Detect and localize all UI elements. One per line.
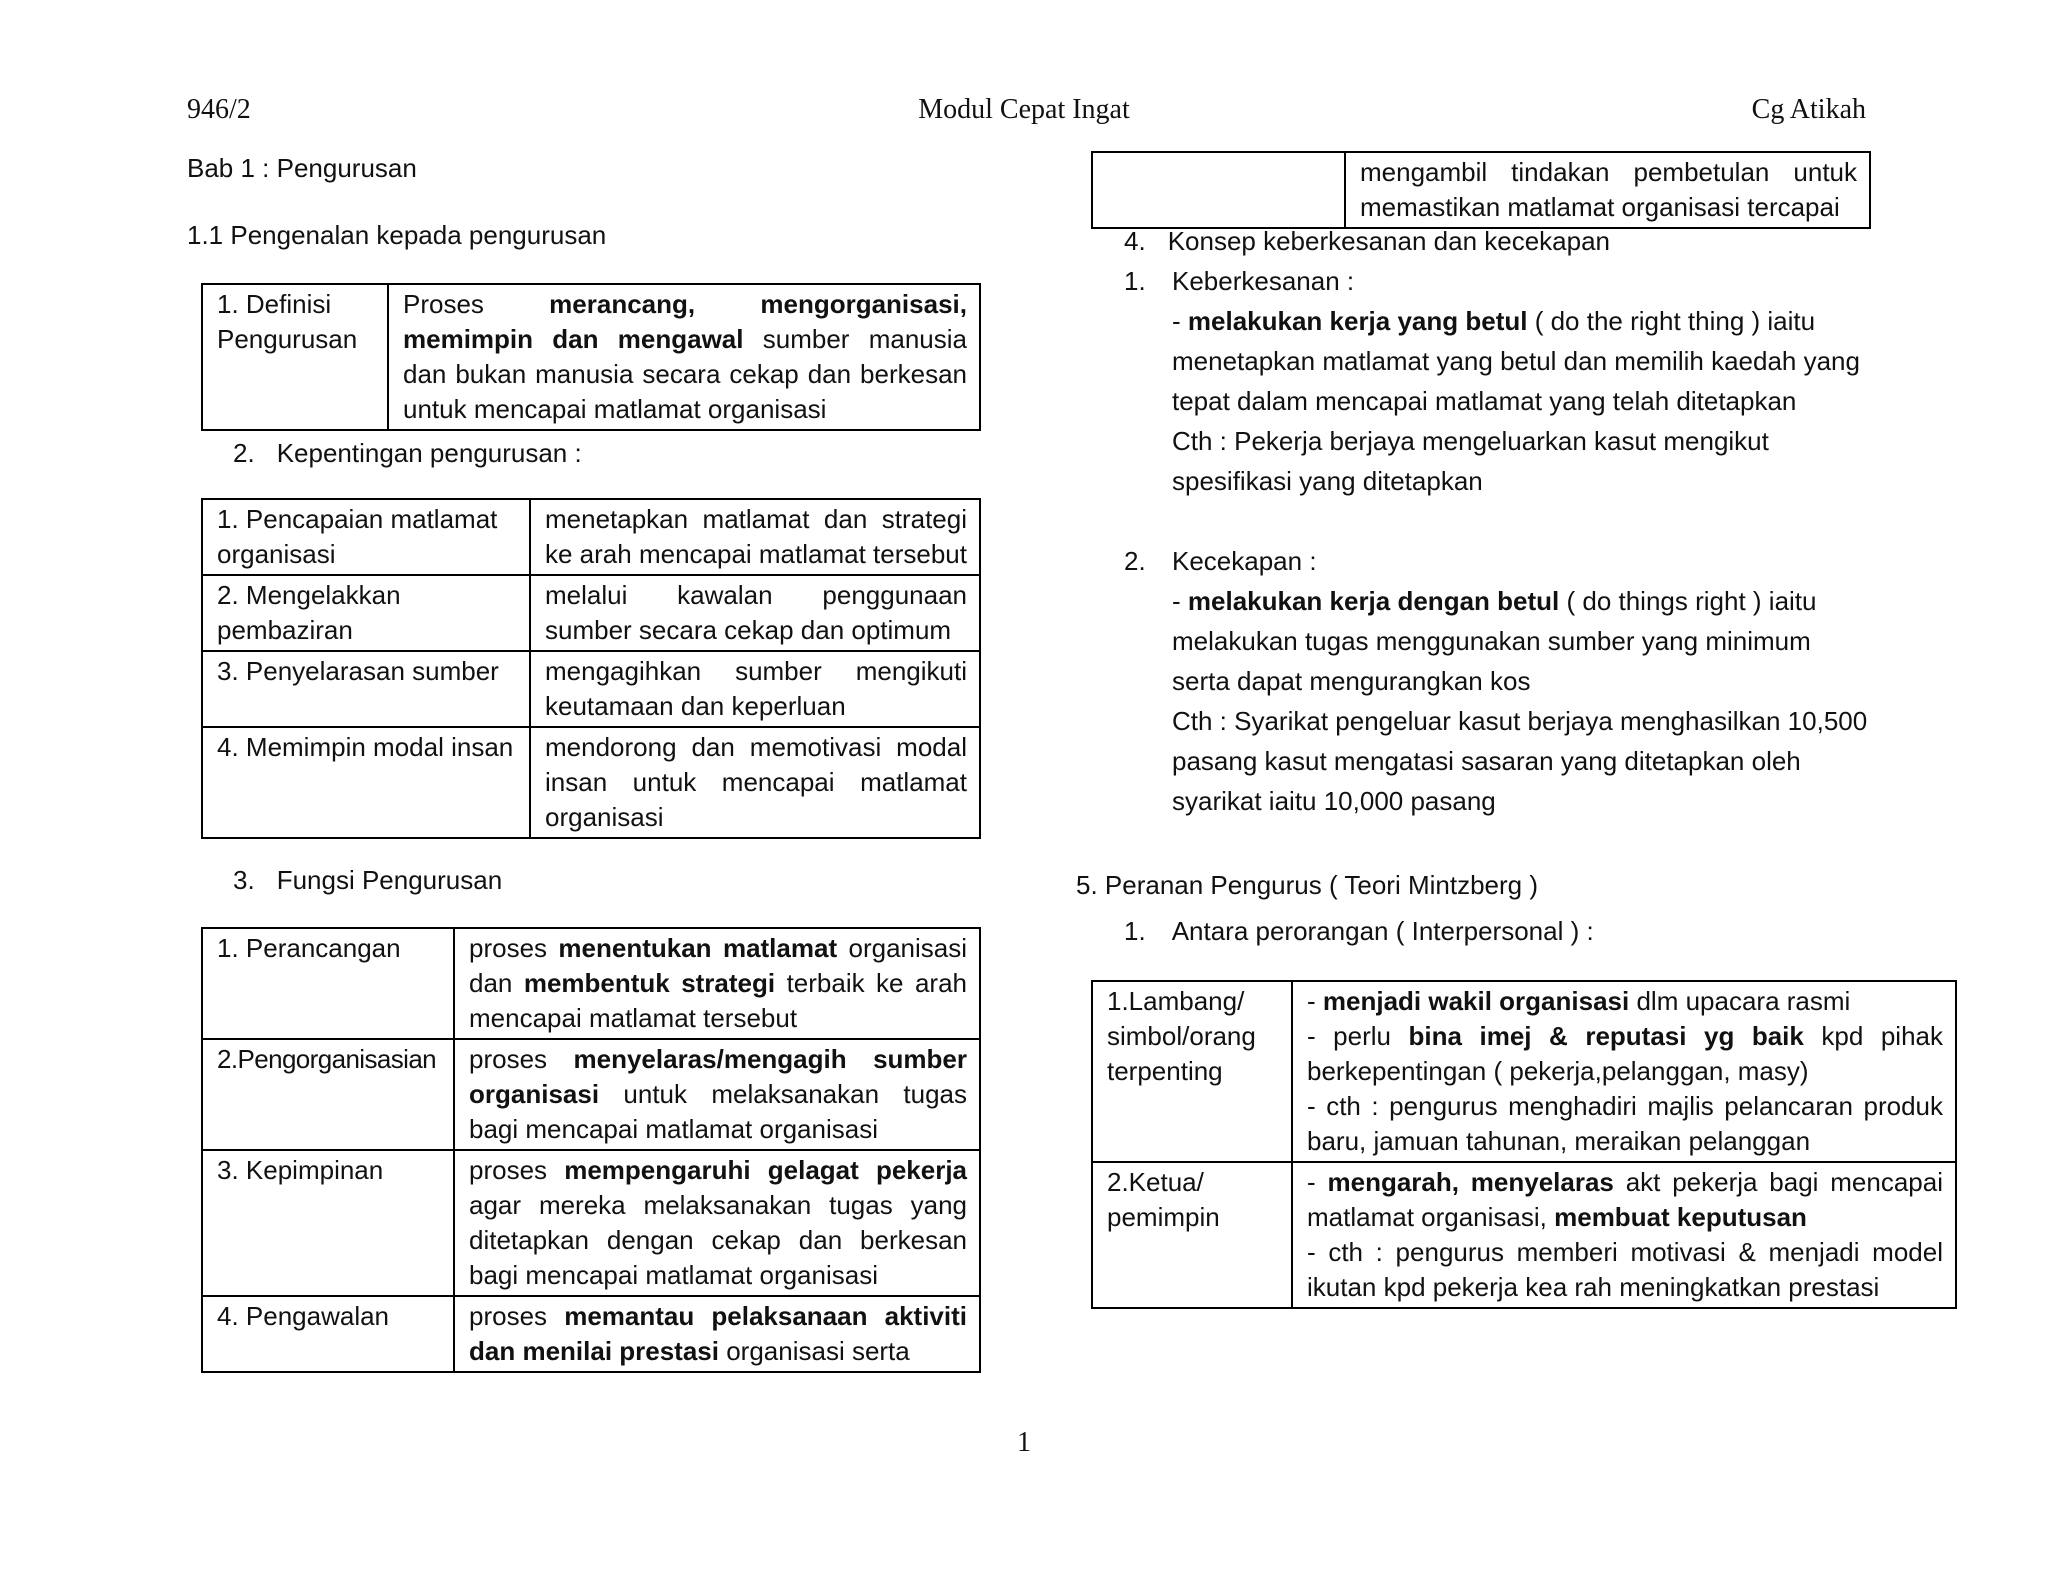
interpersonal-heading: 1. Antara perorangan ( Interpersonal ) : [1124, 916, 1594, 946]
importance-table [201, 498, 981, 839]
table-row [202, 1150, 980, 1296]
table-row [1092, 981, 1956, 1162]
roles-table [1091, 980, 1957, 1309]
efficiency-block [1124, 541, 1867, 821]
efficiency-line: syarikat iaitu 10,000 pasang [1172, 786, 1496, 816]
section-title: 1.1 Pengenalan kepada pengurusan [187, 220, 607, 250]
header-code: 946/2 [187, 94, 251, 125]
page-number: 1 [1017, 1427, 1031, 1458]
continuation-text: mengambil tindakan pembetulan untuk memastikan matlamat organisasi tercapai [1345, 152, 1870, 228]
definition-row [202, 284, 980, 430]
effectiveness-title: Keberkesanan : [1172, 266, 1355, 296]
chapter-title: Bab 1 : Pengurusan [187, 153, 417, 183]
table-row [202, 499, 980, 575]
table-row [202, 928, 980, 1039]
definition-label: 1. Definisi Pengurusan [202, 284, 388, 430]
function-label: 2.Pengorganisasian [202, 1039, 454, 1150]
efficiency-definition: - melakukan kerja dengan betul ( do things right ) iaitu [1172, 586, 1817, 616]
table-row [202, 1039, 980, 1150]
efficiency-line: serta dapat mengurangkan kos [1172, 666, 1531, 696]
efficiency-example: Cth : Syarikat pengeluar kasut berjaya menghasilkan 10,500 [1172, 706, 1868, 736]
importance-label: 4. Memimpin modal insan [202, 727, 530, 838]
function-label: 3. Kepimpinan [202, 1150, 454, 1296]
importance-desc: mendorong dan memotivasi modal insan untuk mencapai matlamat organisasi [530, 727, 980, 838]
function-desc: proses menyelaras/mengagih sumber organisasi untuk melaksanakan tugas bagi mencapai matlamat organisasi [454, 1039, 980, 1150]
table-row [202, 575, 980, 651]
header-author: Cg Atikah [1751, 94, 1866, 125]
table-row [1092, 152, 1870, 228]
role-desc: - mengarah, menyelaras akt pekerja bagi mencapai matlamat organisasi, membuat keputusan - cth : pengurus memberi motivasi & menjadi model ikutan kpd pekerja kea rah meningkatkan prestasi [1292, 1162, 1956, 1308]
efficiency-line: pasang kasut mengatasi sasaran yang ditetapkan oleh [1172, 746, 1801, 776]
efficiency-title: Kecekapan : [1172, 546, 1317, 576]
importance-desc: mengagihkan sumber mengikuti keutamaan dan keperluan [530, 651, 980, 727]
roles-heading: 5. Peranan Pengurus ( Teori Mintzberg ) [1076, 870, 1538, 900]
table-row [202, 1296, 980, 1372]
efficiency-num: 2. [1124, 546, 1146, 576]
function-desc: proses menentukan matlamat organisasi dan membentuk strategi terbaik ke arah mencapai matlamat tersebut [454, 928, 980, 1039]
effectiveness-line: spesifikasi yang ditetapkan [1172, 466, 1483, 496]
functions-heading: 3. Fungsi Pengurusan [233, 865, 503, 895]
effectiveness-example: Cth : Pekerja berjaya mengeluarkan kasut mengikut [1172, 426, 1769, 456]
table-row [202, 651, 980, 727]
effectiveness-num: 1. [1124, 266, 1146, 296]
functions-table [201, 927, 981, 1373]
continuation-empty-cell [1092, 152, 1345, 228]
effectiveness-line: tepat dalam mencapai matlamat yang telah ditetapkan [1172, 386, 1797, 416]
concept-heading: 4. Konsep keberkesanan dan kecekapan [1124, 226, 1611, 256]
efficiency-line: melakukan tugas menggunakan sumber yang minimum [1172, 626, 1811, 656]
role-label: 2.Ketua/ pemimpin [1092, 1162, 1292, 1308]
role-label: 1.Lambang/ simbol/orang terpenting [1092, 981, 1292, 1162]
definition-table [201, 283, 981, 431]
effectiveness-line: menetapkan matlamat yang betul dan memilih kaedah yang [1172, 346, 1860, 376]
importance-label: 2. Mengelakkan pembaziran [202, 575, 530, 651]
importance-label: 3. Penyelarasan sumber [202, 651, 530, 727]
table-row [202, 727, 980, 838]
function-label: 4. Pengawalan [202, 1296, 454, 1372]
importance-heading: 2. Kepentingan pengurusan : [233, 438, 582, 468]
importance-desc: menetapkan matlamat dan strategi ke arah mencapai matlamat tersebut [530, 499, 980, 575]
role-desc: - menjadi wakil organisasi dlm upacara rasmi - perlu bina imej & reputasi yg baik kpd pihak berkepentingan ( pekerja,pelanggan, masy) - cth : pengurus menghadiri majlis pelancaran produk baru, jamuan tahunan, meraikan pelanggan [1292, 981, 1956, 1162]
definition-text: Proses merancang, mengorganisasi, memimpin dan mengawal sumber manusia dan bukan manusia secara cekap dan berkesan untuk mencapai matlamat organisasi [388, 284, 980, 430]
continuation-table [1091, 151, 1871, 229]
function-label: 1. Perancangan [202, 928, 454, 1039]
effectiveness-definition: - melakukan kerja yang betul ( do the right thing ) iaitu [1172, 306, 1816, 336]
header-title: Modul Cepat Ingat [918, 94, 1130, 125]
table-row [1092, 1162, 1956, 1308]
effectiveness-block [1124, 261, 1860, 501]
function-desc: proses memantau pelaksanaan aktiviti dan menilai prestasi organisasi serta [454, 1296, 980, 1372]
importance-label: 1. Pencapaian matlamat organisasi [202, 499, 530, 575]
function-desc: proses mempengaruhi gelagat pekerja agar mereka melaksanakan tugas yang ditetapkan dengan cekap dan berkesan bagi mencapai matlamat organisasi [454, 1150, 980, 1296]
importance-desc: melalui kawalan penggunaan sumber secara cekap dan optimum [530, 575, 980, 651]
